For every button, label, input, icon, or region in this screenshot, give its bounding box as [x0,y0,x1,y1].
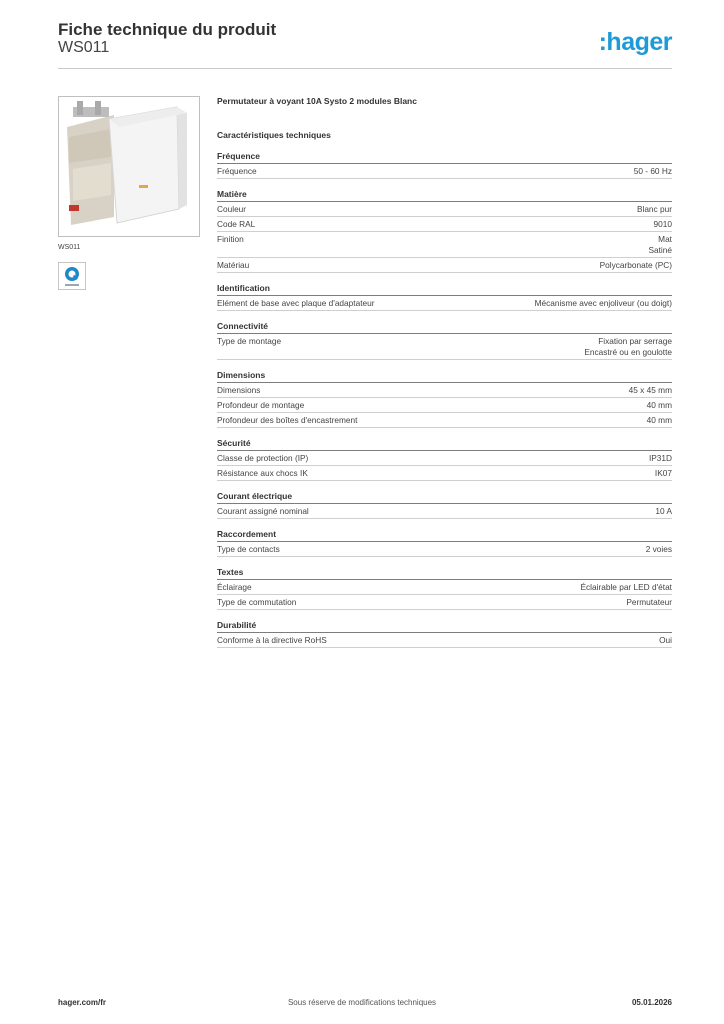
spec-value-line: 9010 [653,219,672,229]
hager-logo: :hager [598,28,672,56]
spec-label: Elément de base avec plaque d'adaptateur [217,298,375,308]
spec-label: Profondeur des boîtes d'encastrement [217,415,358,425]
spec-value-line: 40 mm [646,415,672,425]
spec-group [217,566,672,610]
spec-label: Matériau [217,260,250,270]
spec-value-line: Permutateur [626,597,672,607]
spec-row [217,504,672,519]
spec-value-line: Fixation par serrage [598,336,672,346]
spec-row [217,633,672,648]
spec-value-line: 50 - 60 Hz [633,166,672,176]
spec-value [600,260,672,271]
spec-row [217,258,672,273]
spec-row [217,398,672,413]
spec-value [647,415,672,426]
spec-groups [217,150,672,648]
footer-website: hager.com/fr [58,998,107,1007]
spec-group-title: Identification [217,282,672,296]
spec-group [217,150,672,179]
spec-value [647,400,672,411]
spec-value [649,453,672,464]
spec-value-line: Satiné [648,245,672,255]
spec-value-line: 45 x 45 mm [628,385,672,395]
product-photo [58,96,200,237]
document-title: Fiche technique du produit [58,20,277,39]
spec-group [217,437,672,481]
spec-row [217,334,672,360]
spec-group [217,188,672,273]
spec-group [217,369,672,428]
spec-value [629,385,672,396]
spec-value-line: Éclairable par LED d'état [580,582,672,592]
spec-value [626,597,672,608]
spec-label: Fréquence [217,166,257,176]
spec-row [217,413,672,428]
spec-value-line: Mat [658,234,672,244]
photo-caption: WS011 [58,244,81,251]
spec-label: Couleur [217,204,247,214]
spec-row [217,542,672,557]
spec-group-title: Raccordement [217,528,672,542]
spec-label: Dimensions [217,385,261,395]
spec-label: Type de commutation [217,597,297,607]
footer-notice: Sous réserve de modifications techniques [287,998,437,1007]
switch-image [59,97,199,236]
spec-group [217,490,672,519]
section-title: Caractéristiques techniques [217,130,331,140]
spec-label: Type de montage [217,336,282,346]
spec-value-line: Mécanisme avec enjoliveur (ou doigt) [534,298,672,308]
spec-value [584,336,672,358]
spec-value-line: IK07 [654,468,672,478]
spec-label: Finition [217,234,244,244]
spec-group [217,320,672,360]
product-name: Permutateur à voyant 10A Systo 2 modules Blanc [217,96,417,106]
spec-value-line: 10 A [655,506,672,516]
spec-value-line: 40 mm [646,400,672,410]
spec-group-title: Fréquence [217,150,672,164]
spec-label: Type de contacts [217,544,280,554]
spec-row [217,466,672,481]
spec-value-line: Blanc pur [636,204,672,214]
spec-label: Résistance aux chocs IK [217,468,308,478]
spec-row [217,580,672,595]
spec-value [655,506,672,517]
spec-group-title: Connectivité [217,320,672,334]
spec-group-title: Textes [217,566,672,580]
spec-group-title: Sécurité [217,437,672,451]
specifications [217,95,672,648]
spec-group [217,282,672,311]
spec-value [655,468,672,479]
spec-label: Courant assigné nominal [217,506,309,516]
spec-value [580,582,672,593]
spec-label: Éclairage [217,582,252,592]
spec-group [217,528,672,557]
spec-row [217,202,672,217]
spec-row [217,383,672,398]
spec-value [654,219,672,230]
spec-value [659,635,672,646]
spec-row [217,217,672,232]
quality-mark-icon [58,262,86,290]
spec-value [634,166,672,177]
spec-value [535,298,672,309]
spec-group-title: Dimensions [217,369,672,383]
spec-row [217,164,672,179]
spec-value [648,234,672,256]
spec-value [637,204,672,215]
spec-value-line: Encastré ou en goulotte [584,347,672,357]
spec-value [646,544,672,555]
spec-value-line: Polycarbonate (PC) [599,260,672,270]
spec-label: Code RAL [217,219,256,229]
spec-row [217,595,672,610]
header-divider [58,68,672,69]
footer-date: 05.01.2026 [631,998,672,1007]
spec-group-title: Courant électrique [217,490,672,504]
spec-value-line: Oui [659,635,672,645]
spec-group [217,619,672,648]
spec-label: Profondeur de montage [217,400,305,410]
spec-row [217,232,672,258]
spec-label: Conforme à la directive RoHS [217,635,327,645]
spec-group-title: Durabilité [217,619,672,633]
spec-group-title: Matière [217,188,672,202]
product-reference: WS011 [58,39,110,56]
spec-value-line: 2 voies [645,544,672,554]
spec-row [217,451,672,466]
spec-value-line: IP31D [648,453,672,463]
spec-label: Classe de protection (IP) [217,453,309,463]
spec-row [217,296,672,311]
